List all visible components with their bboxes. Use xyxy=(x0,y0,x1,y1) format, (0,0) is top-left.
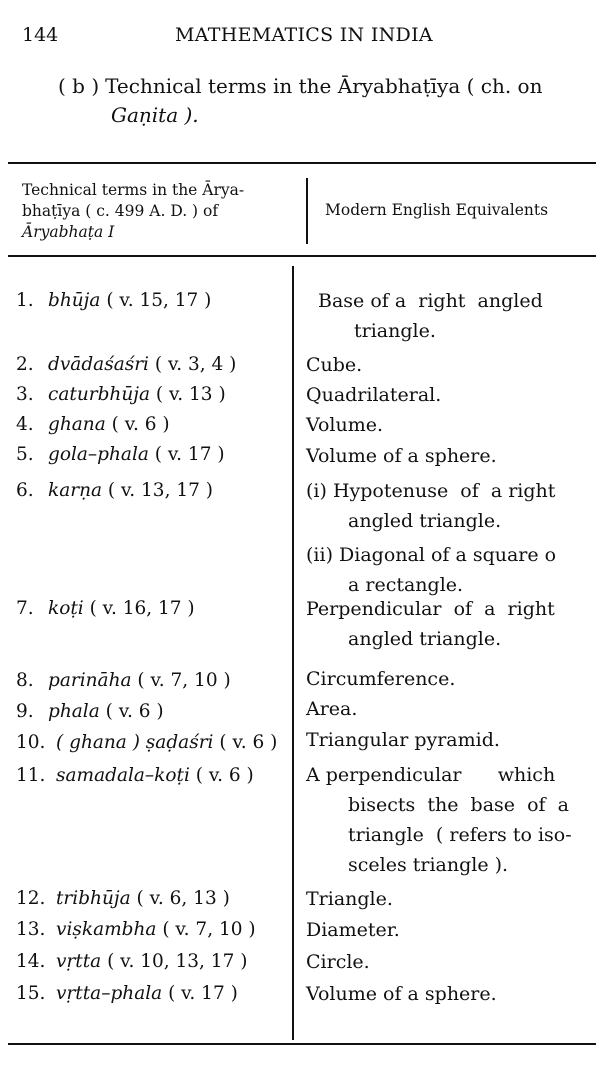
term-number: 12. xyxy=(16,888,46,909)
definition-line: Cube. xyxy=(306,354,363,376)
top-rule xyxy=(8,162,596,164)
definition-entry xyxy=(306,884,594,914)
definition-line: a rectangle. xyxy=(348,574,464,596)
term-number: 9. xyxy=(16,701,34,722)
term-number: 8. xyxy=(16,670,34,691)
term-word: ghana xyxy=(48,414,106,435)
definition-line: Triangular pyramid. xyxy=(306,729,500,751)
definition-entry xyxy=(306,410,594,440)
definition-line: bisects the base of a xyxy=(348,794,569,816)
body-column-divider xyxy=(292,266,294,1040)
term-word: tribhūja xyxy=(56,888,131,909)
running-head: MATHEMATICS IN INDIA xyxy=(175,24,433,46)
term-entry xyxy=(16,444,291,465)
caption-text-line2: Gaṇita ). xyxy=(111,103,199,127)
header-bottom-rule xyxy=(8,255,596,257)
term-reference: ( v. 6 ) xyxy=(189,765,254,786)
definition-line: Volume of a sphere. xyxy=(306,445,497,467)
term-word: viṣkambha xyxy=(56,919,157,940)
term-word: samadala–koṭi xyxy=(56,765,190,786)
term-word: dvādaśaśri xyxy=(48,354,149,375)
term-reference: ( v. 3, 4 ) xyxy=(148,354,237,375)
definition-line: angled triangle. xyxy=(348,628,502,650)
definition-entry xyxy=(306,476,594,600)
term-word: gola–phala xyxy=(48,444,149,465)
definition-line: Perpendicular of a right xyxy=(306,598,555,620)
definition-entry xyxy=(306,694,594,724)
term-word: parināha xyxy=(48,670,132,691)
definition-entry xyxy=(306,380,594,410)
header-left xyxy=(22,180,302,243)
term-word: vṛtta–phala xyxy=(56,983,163,1004)
definition-line: Circumference. xyxy=(306,668,456,690)
definition-line: Diameter. xyxy=(306,919,400,941)
bottom-rule xyxy=(8,1043,596,1045)
definition-line: triangle ( refers to iso- xyxy=(348,824,572,846)
term-number: 1. xyxy=(16,290,34,311)
definition-entry xyxy=(306,915,594,945)
definition-line: triangle. xyxy=(354,320,436,342)
term-entry xyxy=(16,670,291,691)
term-reference: ( v. 13, 17 ) xyxy=(102,480,213,501)
term-number: 2. xyxy=(16,354,34,375)
term-entry xyxy=(16,732,291,753)
term-entry xyxy=(16,598,291,619)
term-number: 11. xyxy=(16,765,46,786)
term-word: caturbhūja xyxy=(48,384,151,405)
definition-line: (i) Hypotenuse of a right xyxy=(306,480,556,502)
term-word: vṛtta xyxy=(56,951,102,972)
term-number: 10. xyxy=(16,732,46,753)
term-reference: ( v. 10, 13, 17 ) xyxy=(101,951,248,972)
definition-line: sceles triangle ). xyxy=(348,854,509,876)
term-number: 6. xyxy=(16,480,34,501)
term-number: 13. xyxy=(16,919,46,940)
definition-line: angled triangle. xyxy=(348,510,502,532)
definition-entry xyxy=(306,441,594,471)
term-entry xyxy=(16,290,291,311)
term-entry xyxy=(16,919,291,940)
term-number: 15. xyxy=(16,983,46,1004)
header-left-line3: Āryabhaṭa I xyxy=(22,223,115,241)
term-number: 7. xyxy=(16,598,34,619)
definition-line: Volume. xyxy=(306,414,384,436)
definition-line: Triangle. xyxy=(306,888,393,910)
definition-entry xyxy=(318,286,600,346)
page-number: 144 xyxy=(22,24,59,46)
header-left-line1: Technical terms in the Ārya- xyxy=(22,181,245,199)
term-reference: ( v. 6 ) xyxy=(213,732,278,753)
term-word: karṇa xyxy=(48,480,103,501)
term-reference: ( v. 13 ) xyxy=(150,384,226,405)
header-left-line2: bhaṭīya ( c. 499 A. D. ) of xyxy=(22,202,219,220)
definition-line: Base of a right angled xyxy=(318,290,543,312)
term-word: bhūja xyxy=(48,290,101,311)
term-entry xyxy=(16,701,291,722)
header-column-divider xyxy=(306,178,308,244)
term-reference: ( v. 17 ) xyxy=(148,444,225,465)
term-entry xyxy=(16,951,291,972)
term-entry xyxy=(16,888,291,909)
term-number: 3. xyxy=(16,384,34,405)
definition-entry xyxy=(306,725,594,755)
definition-line: (ii) Diagonal of a square o xyxy=(306,544,557,566)
definition-entry xyxy=(306,947,594,977)
term-number: 14. xyxy=(16,951,46,972)
term-reference: ( v. 15, 17 ) xyxy=(100,290,212,311)
term-word: ( ghana ) ṣaḍaśri xyxy=(56,732,214,753)
term-reference: ( v. 16, 17 ) xyxy=(83,598,195,619)
definition-line: Quadrilateral. xyxy=(306,384,442,406)
header-right: Modern English Equivalents xyxy=(325,201,549,219)
definition-entry xyxy=(306,594,594,654)
term-entry xyxy=(16,765,291,786)
term-reference: ( v. 6, 13 ) xyxy=(130,888,230,909)
definition-entry xyxy=(306,760,594,880)
definition-line: Area. xyxy=(306,698,358,720)
term-word: koṭi xyxy=(48,598,84,619)
term-number: 5. xyxy=(16,444,34,465)
term-word: phala xyxy=(48,701,100,722)
term-entry xyxy=(16,480,291,501)
term-reference: ( v. 6 ) xyxy=(99,701,164,722)
caption-label: ( b ) xyxy=(58,74,100,98)
term-reference: ( v. 7, 10 ) xyxy=(131,670,231,691)
term-reference: ( v. 6 ) xyxy=(105,414,170,435)
table-caption xyxy=(58,72,588,130)
term-entry xyxy=(16,354,291,375)
term-reference: ( v. 17 ) xyxy=(162,983,238,1004)
term-reference: ( v. 7, 10 ) xyxy=(156,919,256,940)
term-entry xyxy=(16,414,291,435)
term-entry xyxy=(16,384,291,405)
definition-entry xyxy=(306,350,594,380)
term-entry xyxy=(16,983,291,1004)
definition-line: A perpendicular which xyxy=(306,764,556,786)
definition-line: Circle. xyxy=(306,951,370,973)
caption-text-line1: Technical terms in the Āryabhaṭīya ( ch. on xyxy=(105,74,543,98)
definition-line: Volume of a sphere. xyxy=(306,983,497,1005)
term-number: 4. xyxy=(16,414,34,435)
definition-entry xyxy=(306,979,594,1009)
definition-entry xyxy=(306,664,594,694)
